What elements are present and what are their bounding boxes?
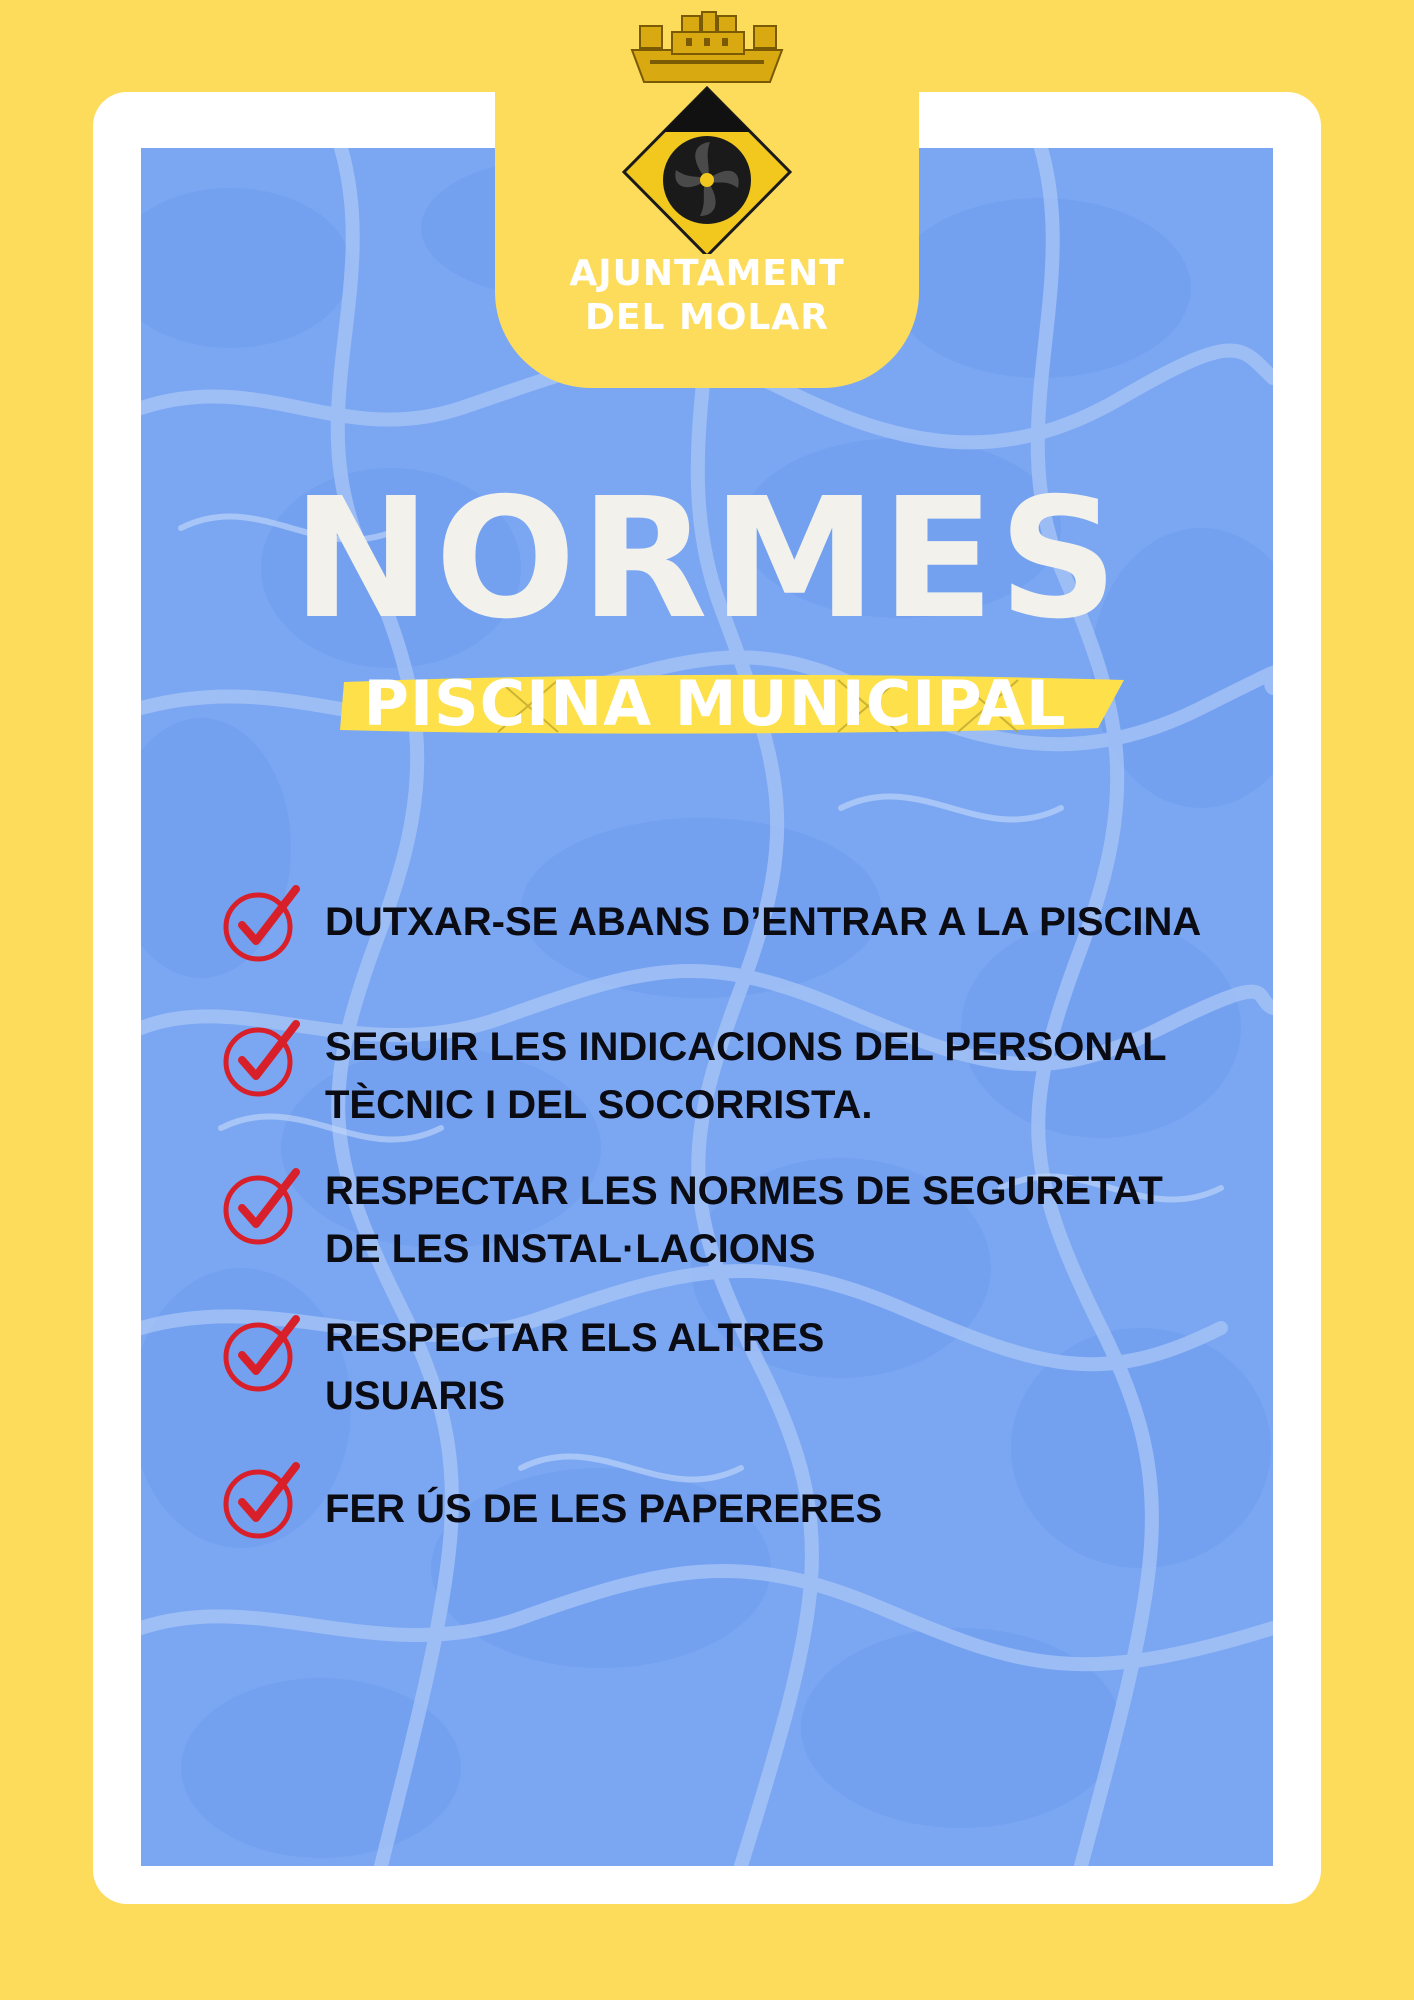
rule-text: DUTXAR-SE ABANS D’ENTRAR A LA PISCINA: [325, 900, 1202, 944]
check-circle-icon: [222, 883, 302, 963]
coat-of-arms-icon: [620, 10, 794, 254]
check-circle-icon: [222, 1313, 302, 1393]
pool-water-background: [141, 148, 1273, 1866]
check-circle-icon: [222, 1460, 302, 1540]
rule-text: RESPECTAR ELS ALTRES USUARIS: [325, 1316, 825, 1418]
organization-name: [495, 252, 919, 340]
check-circle-icon: [222, 1166, 302, 1246]
water-caustics-pattern: [141, 148, 1273, 1866]
organization-name-line1: AJUNTAMENT: [569, 253, 845, 294]
rule-text: FER ÚS DE LES PAPERERES: [325, 1487, 883, 1531]
check-circle-icon: [222, 1018, 302, 1098]
organization-name-line2: DEL MOLAR: [585, 297, 829, 338]
poster-title: NORMES: [291, 463, 1122, 656]
rule-text: RESPECTAR LES NORMES DE SEGURETAT DE LES INSTAL·LACIONS: [325, 1169, 1163, 1271]
rule-text: SEGUIR LES INDICACIONS DEL PERSONAL TÈCNIC I DEL SOCORRISTA.: [325, 1025, 1167, 1127]
poster-subtitle: PISCINA MUNICIPAL: [363, 667, 1067, 740]
